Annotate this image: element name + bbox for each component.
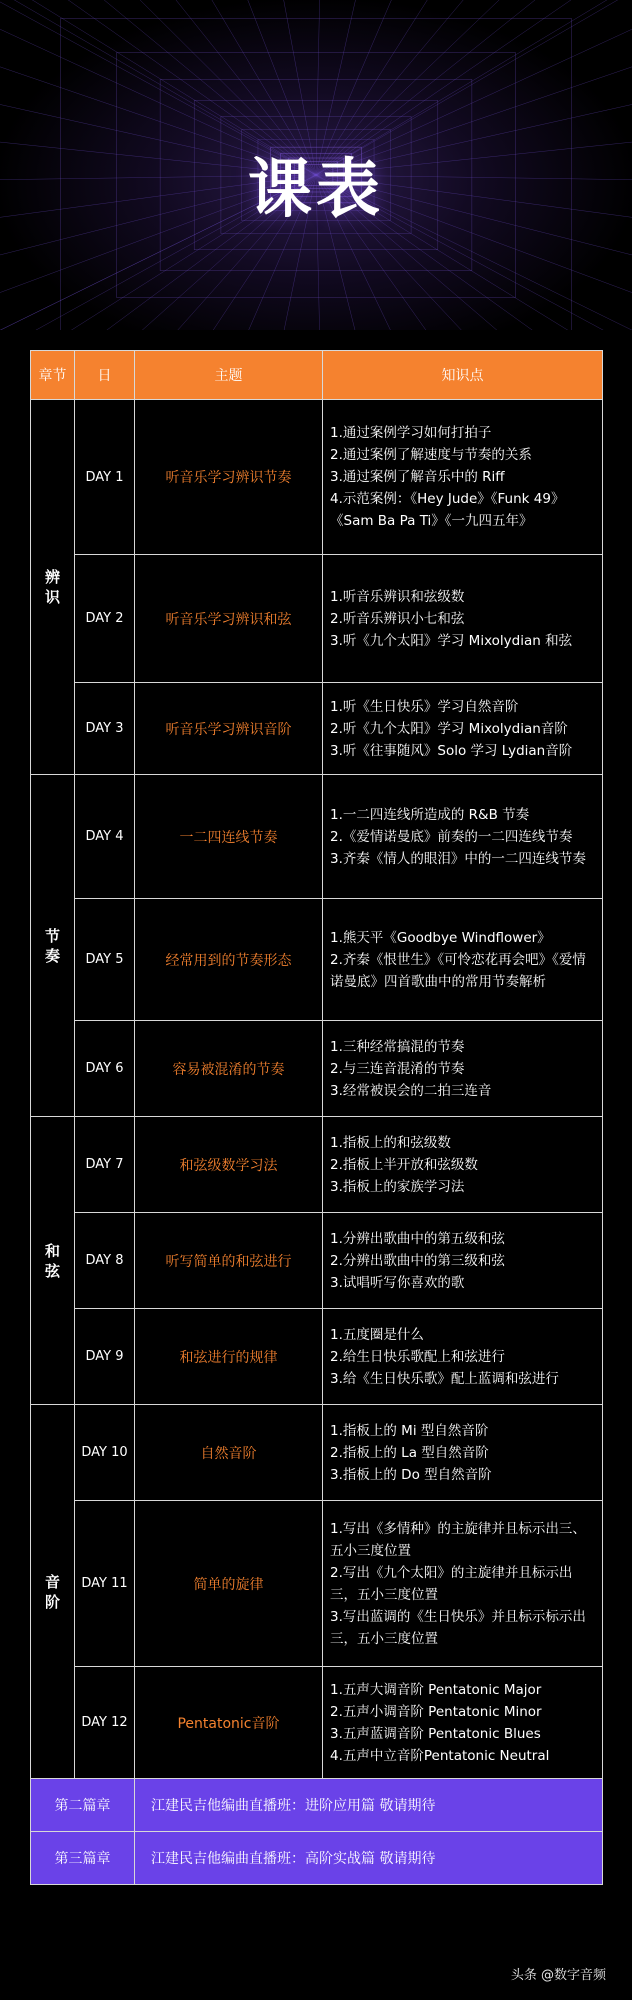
knowledge-item: 3.听《九个太阳》学习 Mixolydian 和弦 [330, 632, 573, 649]
knowledge-item: 2.齐秦《恨世生》《可怜恋花再会吧》《爱情诺曼底》四首歌曲中的常用节奏解析 [330, 951, 586, 990]
chapter-char: 节 [44, 926, 60, 945]
knowledge-item: 3.指板上的 Do 型自然音阶 [330, 1466, 492, 1483]
header-chapter: 章节 [31, 351, 75, 400]
knowledge-list [330, 1518, 597, 1650]
knowledge-list [330, 1228, 597, 1294]
footer-row [31, 1779, 603, 1832]
day-cell: DAY 9 [75, 1309, 135, 1405]
chapter-char: 辨 [44, 568, 60, 586]
knowledge-cell [323, 1309, 603, 1405]
day-cell: DAY 12 [75, 1667, 135, 1779]
brand-watermark: 头条 @数字音频 [510, 1968, 606, 1983]
knowledge-list [330, 1420, 597, 1486]
chapter-cell [31, 1405, 75, 1779]
footer-chapter: 第二篇章 [31, 1779, 135, 1832]
knowledge-list [330, 422, 597, 532]
knowledge-item: 1.听《生日快乐》学习自然音阶 [330, 698, 519, 715]
knowledge-cell [323, 1117, 603, 1213]
knowledge-item: 3.通过案例了解音乐中的 Riff [330, 469, 505, 485]
footer-row [31, 1832, 603, 1885]
knowledge-item: 1.三种经常搞混的节奏 [330, 1038, 465, 1055]
knowledge-item: 1.熊天平《Goodbye Windflower》 [330, 929, 551, 946]
table-row [31, 1117, 603, 1213]
topic-cell: 自然音阶 [135, 1405, 323, 1501]
knowledge-item: 2.指板上半开放和弦级数 [330, 1156, 478, 1173]
table-header-row [31, 351, 603, 400]
day-cell: DAY 6 [75, 1021, 135, 1117]
knowledge-item: 1.写出《多情种》的主旋律并且标示出三、五小三度位置 [330, 1520, 586, 1559]
knowledge-item: 2.听《九个太阳》学习 Mixolydian音阶 [330, 720, 568, 737]
knowledge-cell [323, 1501, 603, 1667]
knowledge-item: 4.示范案例：《Hey Jude》《Funk 49》《Sam Ba Pa Ti》《一九四五年》 [330, 491, 565, 529]
table-row [31, 1667, 603, 1779]
knowledge-item: 3.齐秦《情人的眼泪》中的一二四连线节奏 [330, 850, 586, 867]
knowledge-item: 3.给《生日快乐歌》配上蓝调和弦进行 [330, 1370, 559, 1387]
header-knowledge: 知识点 [323, 351, 603, 400]
day-cell: DAY 11 [75, 1501, 135, 1667]
knowledge-item: 1.五度圈是什么 [330, 1326, 424, 1343]
knowledge-cell [323, 683, 603, 775]
knowledge-item: 2.写出《九个太阳》的主旋律并且标示出三，五小三度位置 [330, 1564, 573, 1603]
chapter-cell [31, 400, 75, 775]
topic-cell: 和弦级数学习法 [135, 1117, 323, 1213]
topic-cell: 简单的旋律 [135, 1501, 323, 1667]
knowledge-item: 3.指板上的家族学习法 [330, 1178, 465, 1195]
knowledge-list [330, 804, 597, 870]
table-row [31, 1405, 603, 1501]
knowledge-cell [323, 1667, 603, 1779]
table-row [31, 1501, 603, 1667]
topic-cell: 经常用到的节奏形态 [135, 899, 323, 1021]
table-row [31, 1021, 603, 1117]
knowledge-list [330, 1679, 597, 1767]
knowledge-item: 1.指板上的和弦级数 [330, 1134, 451, 1151]
knowledge-item: 2.分辨出歌曲中的第三级和弦 [330, 1252, 505, 1269]
day-cell: DAY 4 [75, 775, 135, 899]
table-row [31, 400, 603, 555]
knowledge-item: 2.给生日快乐歌配上和弦进行 [330, 1348, 505, 1365]
topic-cell: Pentatonic音阶 [135, 1667, 323, 1779]
knowledge-item: 2.与三连音混淆的节奏 [330, 1060, 465, 1077]
knowledge-item: 2.通过案例了解速度与节奏的关系 [330, 447, 532, 463]
knowledge-item: 1.指板上的 Mi 型自然音阶 [330, 1422, 489, 1439]
knowledge-item: 2.听音乐辨识小七和弦 [330, 610, 465, 627]
chapter-char: 阶 [44, 1592, 60, 1611]
day-cell: DAY 2 [75, 555, 135, 683]
chapter-char: 奏 [44, 946, 60, 965]
topic-cell: 听音乐学习辨识和弦 [135, 555, 323, 683]
table-row [31, 1213, 603, 1309]
knowledge-item: 4.五声中立音阶Pentatonic Neutral [330, 1747, 550, 1764]
topic-cell: 和弦进行的规律 [135, 1309, 323, 1405]
footer-description: 江建民吉他编曲直播班：高阶实战篇 敬请期待 [135, 1832, 603, 1885]
chapter-cell [31, 775, 75, 1117]
topic-cell: 听音乐学习辨识音阶 [135, 683, 323, 775]
knowledge-item: 3.听《往事随风》Solo 学习 Lydian音阶 [330, 742, 573, 759]
chapter-char: 和 [44, 1241, 60, 1260]
knowledge-item: 1.一二四连线所造成的 R&B 节奏 [330, 806, 530, 823]
chapter-cell [31, 1117, 75, 1405]
chapter-char: 弦 [44, 1261, 60, 1280]
knowledge-cell [323, 1021, 603, 1117]
topic-cell: 听写简单的和弦进行 [135, 1213, 323, 1309]
table-row [31, 899, 603, 1021]
header-day: 日 [75, 351, 135, 400]
day-cell: DAY 7 [75, 1117, 135, 1213]
knowledge-list [330, 1324, 597, 1390]
table-row [31, 683, 603, 775]
knowledge-cell [323, 400, 603, 555]
footer-description: 江建民吉他编曲直播班：进阶应用篇 敬请期待 [135, 1779, 603, 1832]
knowledge-item: 1.听音乐辨识和弦级数 [330, 588, 465, 605]
knowledge-item: 3.经常被误会的二拍三连音 [330, 1082, 492, 1099]
schedule-table [30, 350, 603, 1885]
knowledge-list [330, 927, 597, 993]
knowledge-item: 1.通过案例学习如何打拍子 [330, 425, 492, 441]
knowledge-cell [323, 555, 603, 683]
table-row [31, 775, 603, 899]
topic-cell: 一二四连线节奏 [135, 775, 323, 899]
topic-cell: 容易被混淆的节奏 [135, 1021, 323, 1117]
knowledge-item: 3.五声蓝调音阶 Pentatonic Blues [330, 1725, 541, 1742]
footer-chapter: 第三篇章 [31, 1832, 135, 1885]
day-cell: DAY 5 [75, 899, 135, 1021]
knowledge-cell [323, 775, 603, 899]
knowledge-list [330, 1132, 597, 1198]
day-cell: DAY 3 [75, 683, 135, 775]
knowledge-item: 3.写出蓝调的《生日快乐》并且标示标示出三，五小三度位置 [330, 1608, 586, 1647]
chapter-char: 识 [44, 588, 60, 606]
table-row [31, 555, 603, 683]
page-title: 课表 [248, 153, 384, 227]
knowledge-item: 2.指板上的 La 型自然音阶 [330, 1444, 489, 1461]
chapter-char: 音 [44, 1572, 60, 1591]
day-cell: DAY 8 [75, 1213, 135, 1309]
knowledge-cell [323, 1213, 603, 1309]
table-row [31, 1309, 603, 1405]
knowledge-list [330, 586, 597, 652]
knowledge-item: 1.分辨出歌曲中的第五级和弦 [330, 1230, 505, 1247]
knowledge-cell [323, 1405, 603, 1501]
knowledge-list [330, 696, 597, 762]
day-cell: DAY 1 [75, 400, 135, 555]
knowledge-item: 2.《爱情诺曼底》前奏的一二四连线节奏 [330, 828, 573, 845]
knowledge-item: 2.五声小调音阶 Pentatonic Minor [330, 1703, 542, 1720]
knowledge-cell [323, 899, 603, 1021]
knowledge-item: 1.五声大调音阶 Pentatonic Major [330, 1681, 542, 1698]
header-topic: 主题 [135, 351, 323, 400]
knowledge-item: 3.试唱听写你喜欢的歌 [330, 1274, 465, 1291]
topic-cell: 听音乐学习辨识节奏 [135, 400, 323, 555]
day-cell: DAY 10 [75, 1405, 135, 1501]
knowledge-list [330, 1036, 597, 1102]
